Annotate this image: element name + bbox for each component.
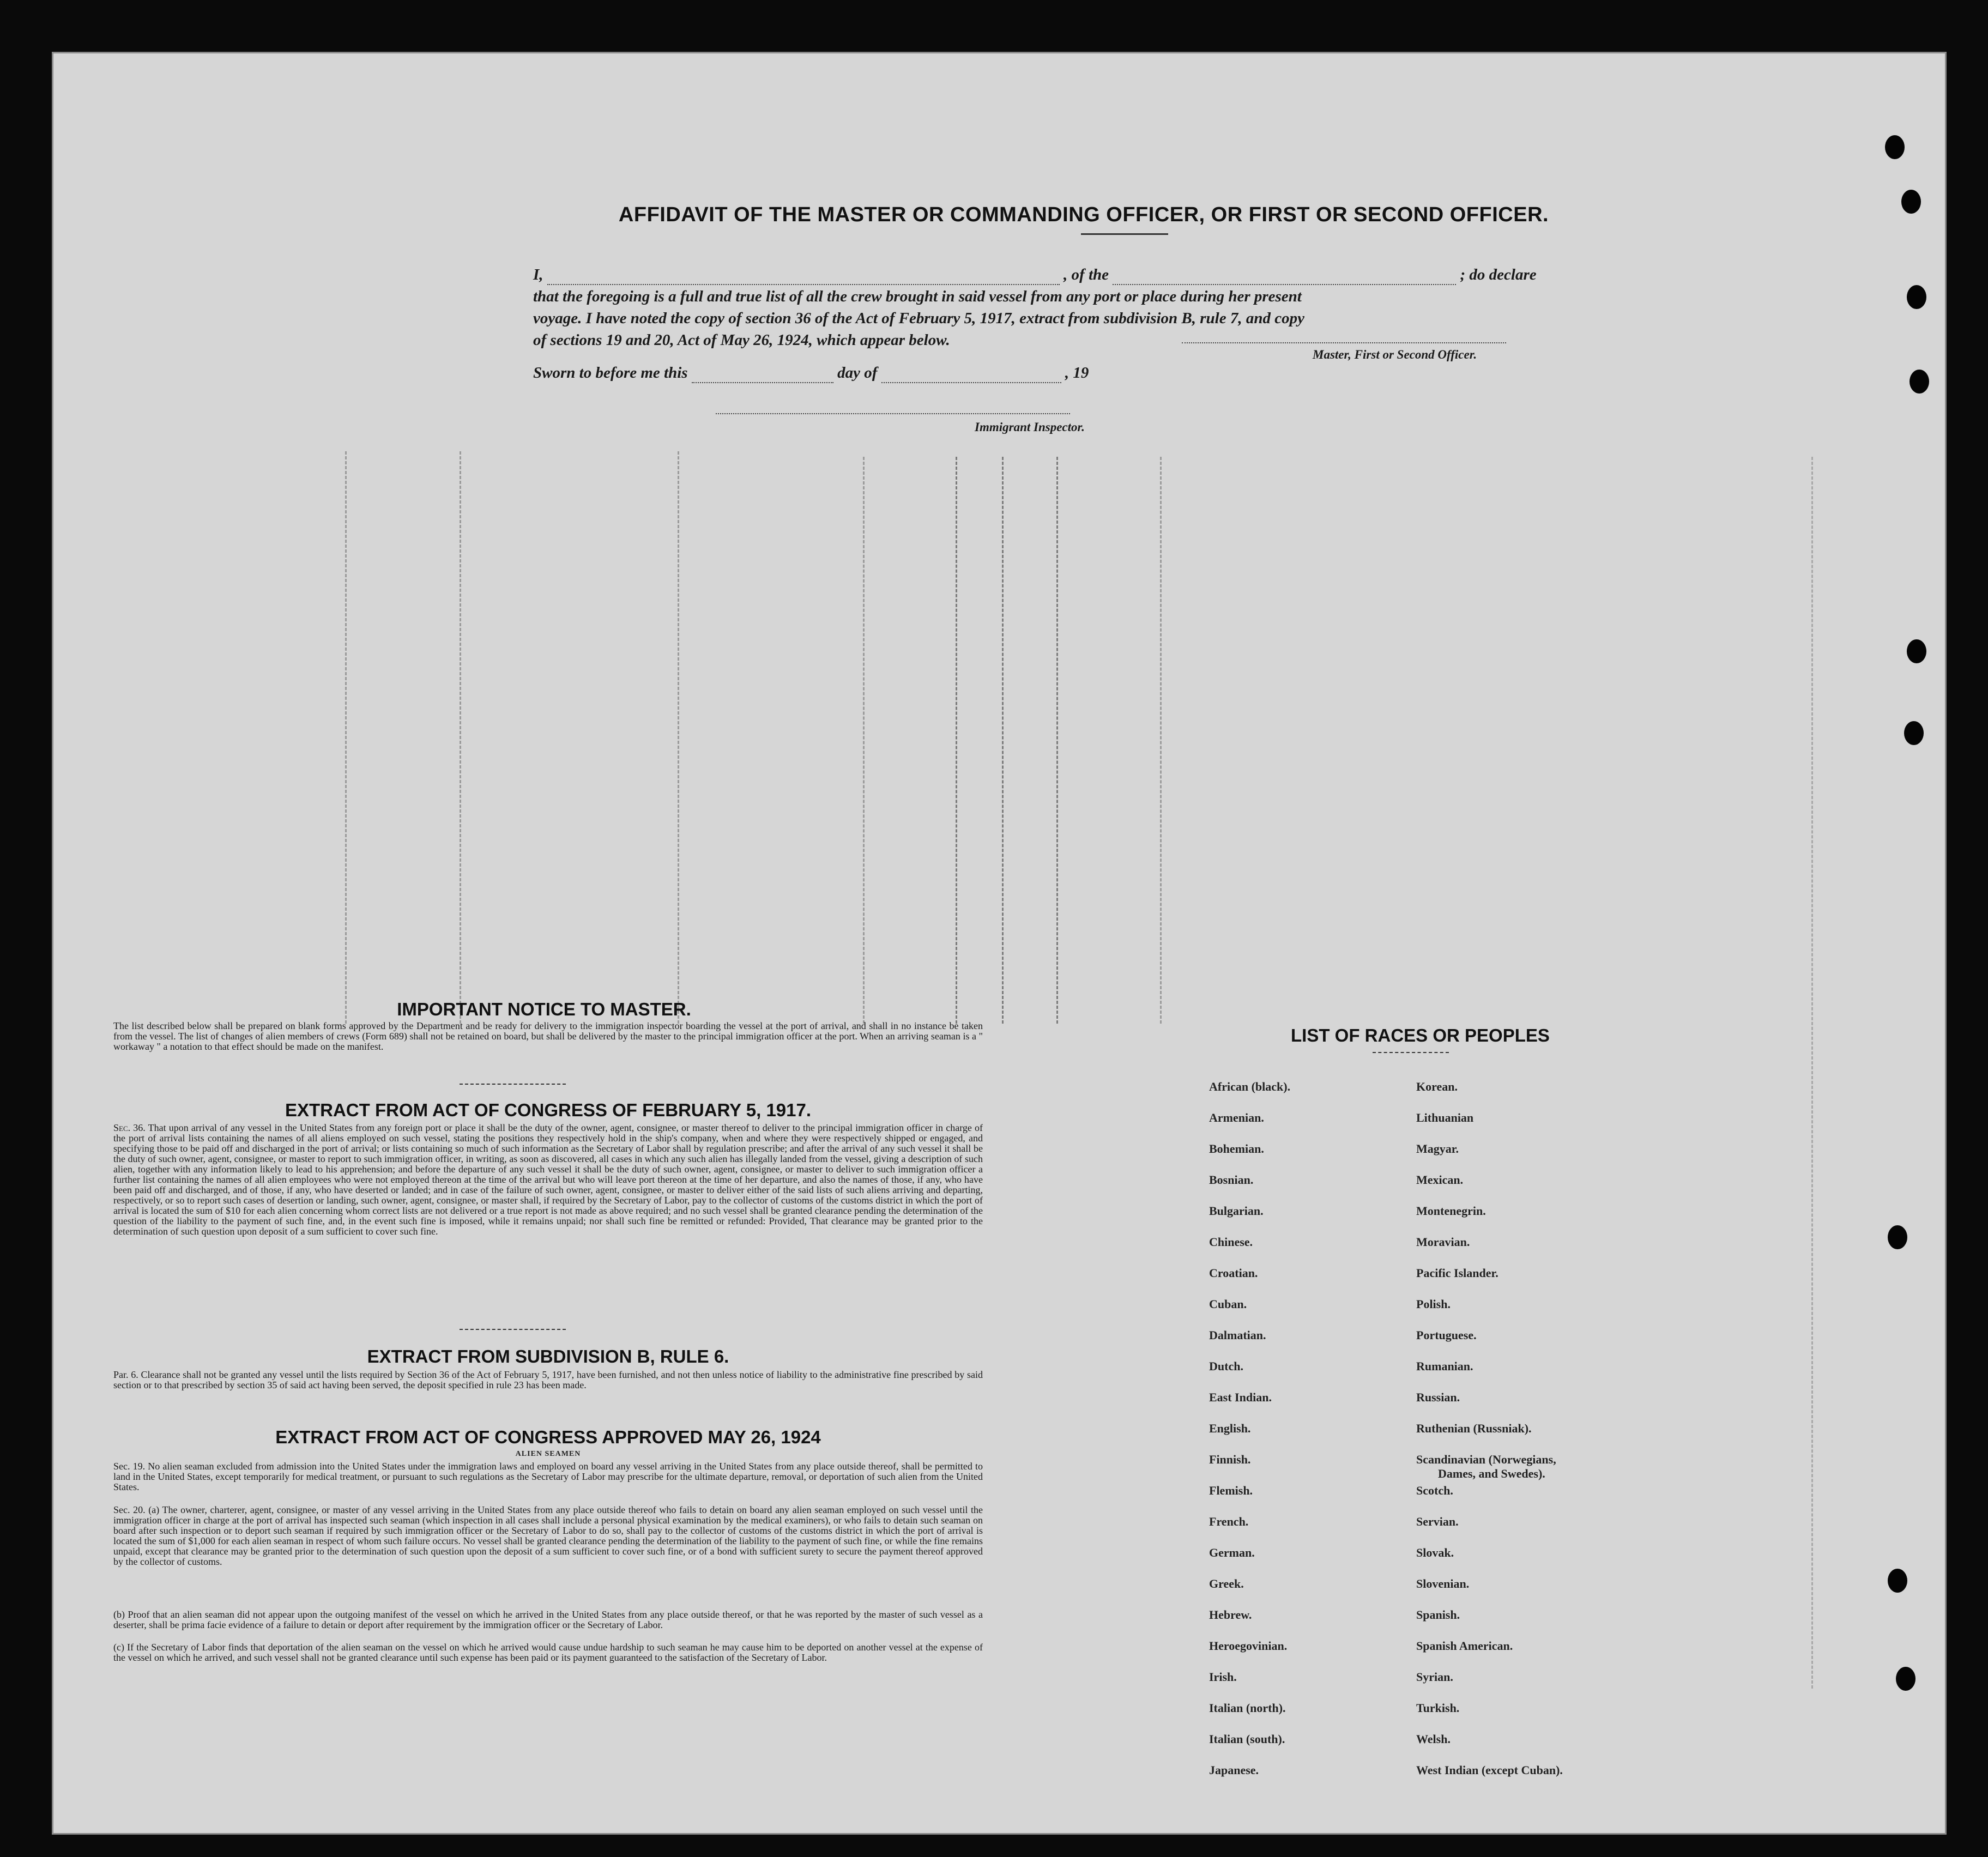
race-item: Dutch. xyxy=(1209,1359,1243,1373)
punch-hole xyxy=(1888,1569,1907,1593)
race-item: Italian (north). xyxy=(1209,1701,1286,1715)
race-item: East Indian. xyxy=(1209,1390,1272,1404)
race-item: Syrian. xyxy=(1416,1670,1453,1684)
column-rule xyxy=(460,451,461,1024)
race-item: Croatian. xyxy=(1209,1266,1258,1280)
punch-hole xyxy=(1885,135,1905,159)
inspector-signature-label: Immigrant Inspector. xyxy=(975,420,1085,434)
do-declare-label: ; do declare xyxy=(1460,266,1537,283)
race-item: Greek. xyxy=(1209,1577,1244,1590)
punch-hole xyxy=(1896,1667,1916,1691)
column-rule xyxy=(1160,457,1162,1024)
race-item: Spanish American. xyxy=(1416,1639,1513,1653)
sworn-line xyxy=(533,364,1089,383)
sworn-label: Sworn to before me this xyxy=(533,364,688,382)
affidavit-line-2: that the foregoing is a full and true list of all the crew brought in said vessel from any port or place during her present xyxy=(533,288,1302,305)
race-item: Servian. xyxy=(1416,1515,1459,1528)
race-item: Montenegrin. xyxy=(1416,1204,1486,1218)
inspector-signature-line[interactable] xyxy=(716,413,1070,414)
race-item: Armenian. xyxy=(1209,1111,1264,1124)
race-item: Bosnian. xyxy=(1209,1173,1254,1187)
race-item: Korean. xyxy=(1416,1080,1458,1093)
race-item: Magyar. xyxy=(1416,1142,1459,1156)
rule-6-text: Par. 6. Clearance shall not be granted any vessel until the lists required by Section 36 of the Act of February 5, 1917, have been furnished, and not then unless notice of liability to the administrative fine prescribed by said section or to that prescribed by section 35 of said act having been served, the deposit specified in rule 23 has been made. xyxy=(113,1369,983,1390)
year-label: , 19 xyxy=(1065,364,1089,382)
race-item: Flemish. xyxy=(1209,1484,1253,1497)
punch-hole xyxy=(1888,1225,1907,1249)
column-rule xyxy=(678,451,679,1024)
name-blank[interactable] xyxy=(547,266,1060,285)
race-item: French. xyxy=(1209,1515,1249,1528)
race-item: Italian (south). xyxy=(1209,1732,1285,1746)
race-item: Pacific Islander. xyxy=(1416,1266,1498,1280)
race-item: Ruthenian (Russniak). xyxy=(1416,1422,1532,1435)
race-item: Russian. xyxy=(1416,1390,1460,1404)
affidavit-of-the-label: , of the xyxy=(1064,266,1109,283)
race-item: Portuguese. xyxy=(1416,1328,1477,1342)
sec-20b-text: (b) Proof that an alien seaman did not appear upon the outgoing manifest of the vessel on which he arrived in the United States from any place outside thereof, or that he was reported by the master of such vessel as a deserter, shall be prima facie evidence of a failure to detain or deport after requirement by the immigration officer or the Secretary of Labor. xyxy=(113,1609,983,1630)
affidavit-i-label: I, xyxy=(533,266,543,283)
extract-1917-title: EXTRACT FROM ACT OF CONGRESS OF FEBRUARY 5, 1917. xyxy=(285,1100,812,1120)
race-item: Polish. xyxy=(1416,1297,1451,1311)
notice-text: The list described below shall be prepared on blank forms approved by the Department and be ready for delivery to the immigration inspector boarding the vessel at the port of arrival, and shall in no instance be taken from the vessel. The list of changes of alien members of crews (Form 689) shall not be retained on board, but shall be delivered by the master to the principal immigration officer at the port. When an arriving seaman is a " workaway " a notation to that effect should be made on the manifest. xyxy=(113,1020,983,1052)
affidavit-line-1 xyxy=(533,266,1537,285)
column-rule xyxy=(956,457,957,1024)
sec-20a-text: Sec. 20. (a) The owner, charterer, agent, consignee, or master of any vessel arriving in the United States from any place outside thereof who fails to detain on board any alien seaman employed on such vessel until the immigration officer in charge at the port of arrival has inspected such seaman (which inspection in all cases shall include a personal physical examination by the medical examiners), or who fails to detain such seaman on board after such inspection or to deport such seaman if required by such immigration officer or the Secretary of Labor to do so, shall pay to the collector of customs of the customs district in which the port of arrival is located the sum of $1,000 for each alien seaman in respect of whom such failure occurs. No vessel shall be granted clearance pending the determination of the liability to the payment of such fine, or while the fine remains unpaid, except that clearance may be granted prior to the determination of such question upon the deposit of a sum sufficient to cover such fine, or of a bond with sufficient surety to secure the payment thereof approved by the collector of customs. xyxy=(113,1504,983,1567)
punch-hole xyxy=(1907,285,1926,309)
race-item: Hebrew. xyxy=(1209,1608,1252,1622)
notice-title: IMPORTANT NOTICE TO MASTER. xyxy=(397,999,691,1019)
affidavit-title: AFFIDAVIT OF THE MASTER OR COMMANDING OFFICER, OR FIRST OR SECOND OFFICER. xyxy=(618,203,1549,226)
affidavit-line-3: voyage. I have noted the copy of section 36 of the Act of February 5, 1917, extract from subdivision B, rule 7, and copy xyxy=(533,310,1304,327)
race-item: Rumanian. xyxy=(1416,1359,1473,1373)
extract-1917-section-label: Sec. 36. xyxy=(113,1122,146,1133)
races-title: LIST OF RACES OR PEOPLES xyxy=(1291,1025,1550,1045)
race-item: English. xyxy=(1209,1422,1251,1435)
race-item: Heroegovinian. xyxy=(1209,1639,1288,1653)
race-item: Lithuanian xyxy=(1416,1111,1474,1124)
bleed-through-header xyxy=(386,124,391,150)
column-rule xyxy=(1056,457,1058,1024)
race-item: Mexican. xyxy=(1416,1173,1464,1187)
master-signature-line[interactable] xyxy=(1182,342,1506,343)
sec-20c-text: (c) If the Secretary of Labor finds that deportation of the alien seaman on the vessel on which he arrived would cause undue hardship to such seaman he may cause him to be deported on another vessel at the expense of the vessel on which he arrived, and such vessel shall not be granted clearance until such expense has been paid or its payment guaranteed to the satisfaction of the Secretary of Labor. xyxy=(113,1642,983,1663)
sworn-month-blank[interactable] xyxy=(881,364,1061,383)
race-item: Slovenian. xyxy=(1416,1577,1470,1590)
sec-19-text: Sec. 19. No alien seaman excluded from admission into the United States under the immigration laws and employed on board any vessel arriving in the United States from any place outside thereof, shall be permitted to land in the United States, except temporarily for medical treatment, or pursuant to such regulations as the Secretary of Labor may prescribe for the ultimate departure, removal, or deportation of such alien from the United States. xyxy=(113,1461,983,1492)
race-item: Bohemian. xyxy=(1209,1142,1264,1156)
column-rule xyxy=(863,457,865,1024)
race-item: German. xyxy=(1209,1546,1255,1559)
race-item: Cuban. xyxy=(1209,1297,1247,1311)
race-item: Welsh. xyxy=(1416,1732,1451,1746)
race-item: Chinese. xyxy=(1209,1235,1253,1249)
column-rule xyxy=(1811,457,1813,1689)
title-divider xyxy=(1081,233,1168,235)
notice-divider xyxy=(460,1084,566,1085)
sworn-day-blank[interactable] xyxy=(692,364,833,383)
race-item: Dalmatian. xyxy=(1209,1328,1266,1342)
rule-6-title: EXTRACT FROM SUBDIVISION B, RULE 6. xyxy=(367,1346,729,1366)
race-item: Bulgarian. xyxy=(1209,1204,1264,1218)
vessel-blank[interactable] xyxy=(1113,266,1456,285)
race-item: Finnish. xyxy=(1209,1453,1251,1466)
alien-seamen-subtitle: ALIEN SEAMEN xyxy=(515,1450,581,1458)
extract-1924-title: EXTRACT FROM ACT OF CONGRESS APPROVED MAY 26, 1924 xyxy=(275,1427,821,1447)
punch-hole xyxy=(1901,190,1921,214)
race-item: Turkish. xyxy=(1416,1701,1460,1715)
document-sheet xyxy=(52,52,1947,1835)
affidavit-line-4: of sections 19 and 20, Act of May 26, 1924, which appear below. xyxy=(533,331,950,349)
column-rule xyxy=(1002,457,1004,1024)
punch-hole xyxy=(1907,639,1926,663)
punch-hole xyxy=(1904,721,1924,745)
master-signature-label: Master, First or Second Officer. xyxy=(1313,348,1477,361)
race-item: African (black). xyxy=(1209,1080,1291,1093)
race-item: Japanese. xyxy=(1209,1763,1259,1777)
race-item: West Indian (except Cuban). xyxy=(1416,1763,1563,1777)
race-item: Scotch. xyxy=(1416,1484,1453,1497)
extract-1917-body: That upon arrival of any vessel in the United States from any foreign port or place it shall be the duty of the owner, agent, consignee, or master thereof to deliver to the principal immigration officer in charge of the port of arrival lists containing the names of all aliens employed on such vessel, stating the positions they respectively hold in the ship's company, when and where they were respectively shipped or engaged, and specifying those to be paid off and discharged in the port of arrival; or lists containing so much of such information as the Secretary of Labor shall by regulation prescribe; and after the arrival of any such vessel it shall be the duty of such owner, agent, consignee, or master to report to such immigration officer, in writing, as soon as discovered, all cases in which any such alien has illegally landed from the vessel, giving a description of such alien, together with any information likely to lead to his apprehension; and before the departure of any such vessel it shall be the duty of such owner, agent, consignee, or master to deliver to such immigration officer a further list containing the names of all alien employees who were not employed thereon at the time of the arrival but who will leave port thereon at the time of her departure, and also the names of those, if any, who have been paid off and discharged, and of those, if any, who have deserted or landed; and in case of the failure of such owner, agent, consignee, or master to deliver either of the said lists of such aliens arriving and departing, respectively, or so to report such cases of desertion or landing, such owner, agent, consignee, or master shall, if required by the Secretary of Labor, pay to the collector of customs of the customs district in which the port of arrival is located the sum of $10 for each alien concerning whom correct lists are not delivered or a true report is not made as above required; and no such vessel shall be granted clearance pending the determination of the question of the liability to the payment of such fine, and, in the event such fine is imposed, while it remains unpaid; nor shall such fine be remitted or refunded: Provided, That clearance may be granted prior to the determination of such question upon deposit of a sum sufficient to cover such fine. xyxy=(113,1122,983,1237)
day-of-label: day of xyxy=(837,364,878,382)
race-item: Spanish. xyxy=(1416,1608,1460,1622)
punch-hole xyxy=(1910,370,1929,394)
race-item: Slovak. xyxy=(1416,1546,1454,1559)
race-item: Moravian. xyxy=(1416,1235,1470,1249)
race-item: Scandinavian (Norwegians, xyxy=(1416,1453,1556,1466)
races-divider xyxy=(1373,1052,1449,1053)
race-item: Irish. xyxy=(1209,1670,1237,1684)
column-rule xyxy=(345,451,347,1024)
race-item: Dames, and Swedes). xyxy=(1438,1467,1545,1480)
extract-1917-divider xyxy=(460,1329,566,1330)
extract-1917-text xyxy=(113,1123,983,1237)
